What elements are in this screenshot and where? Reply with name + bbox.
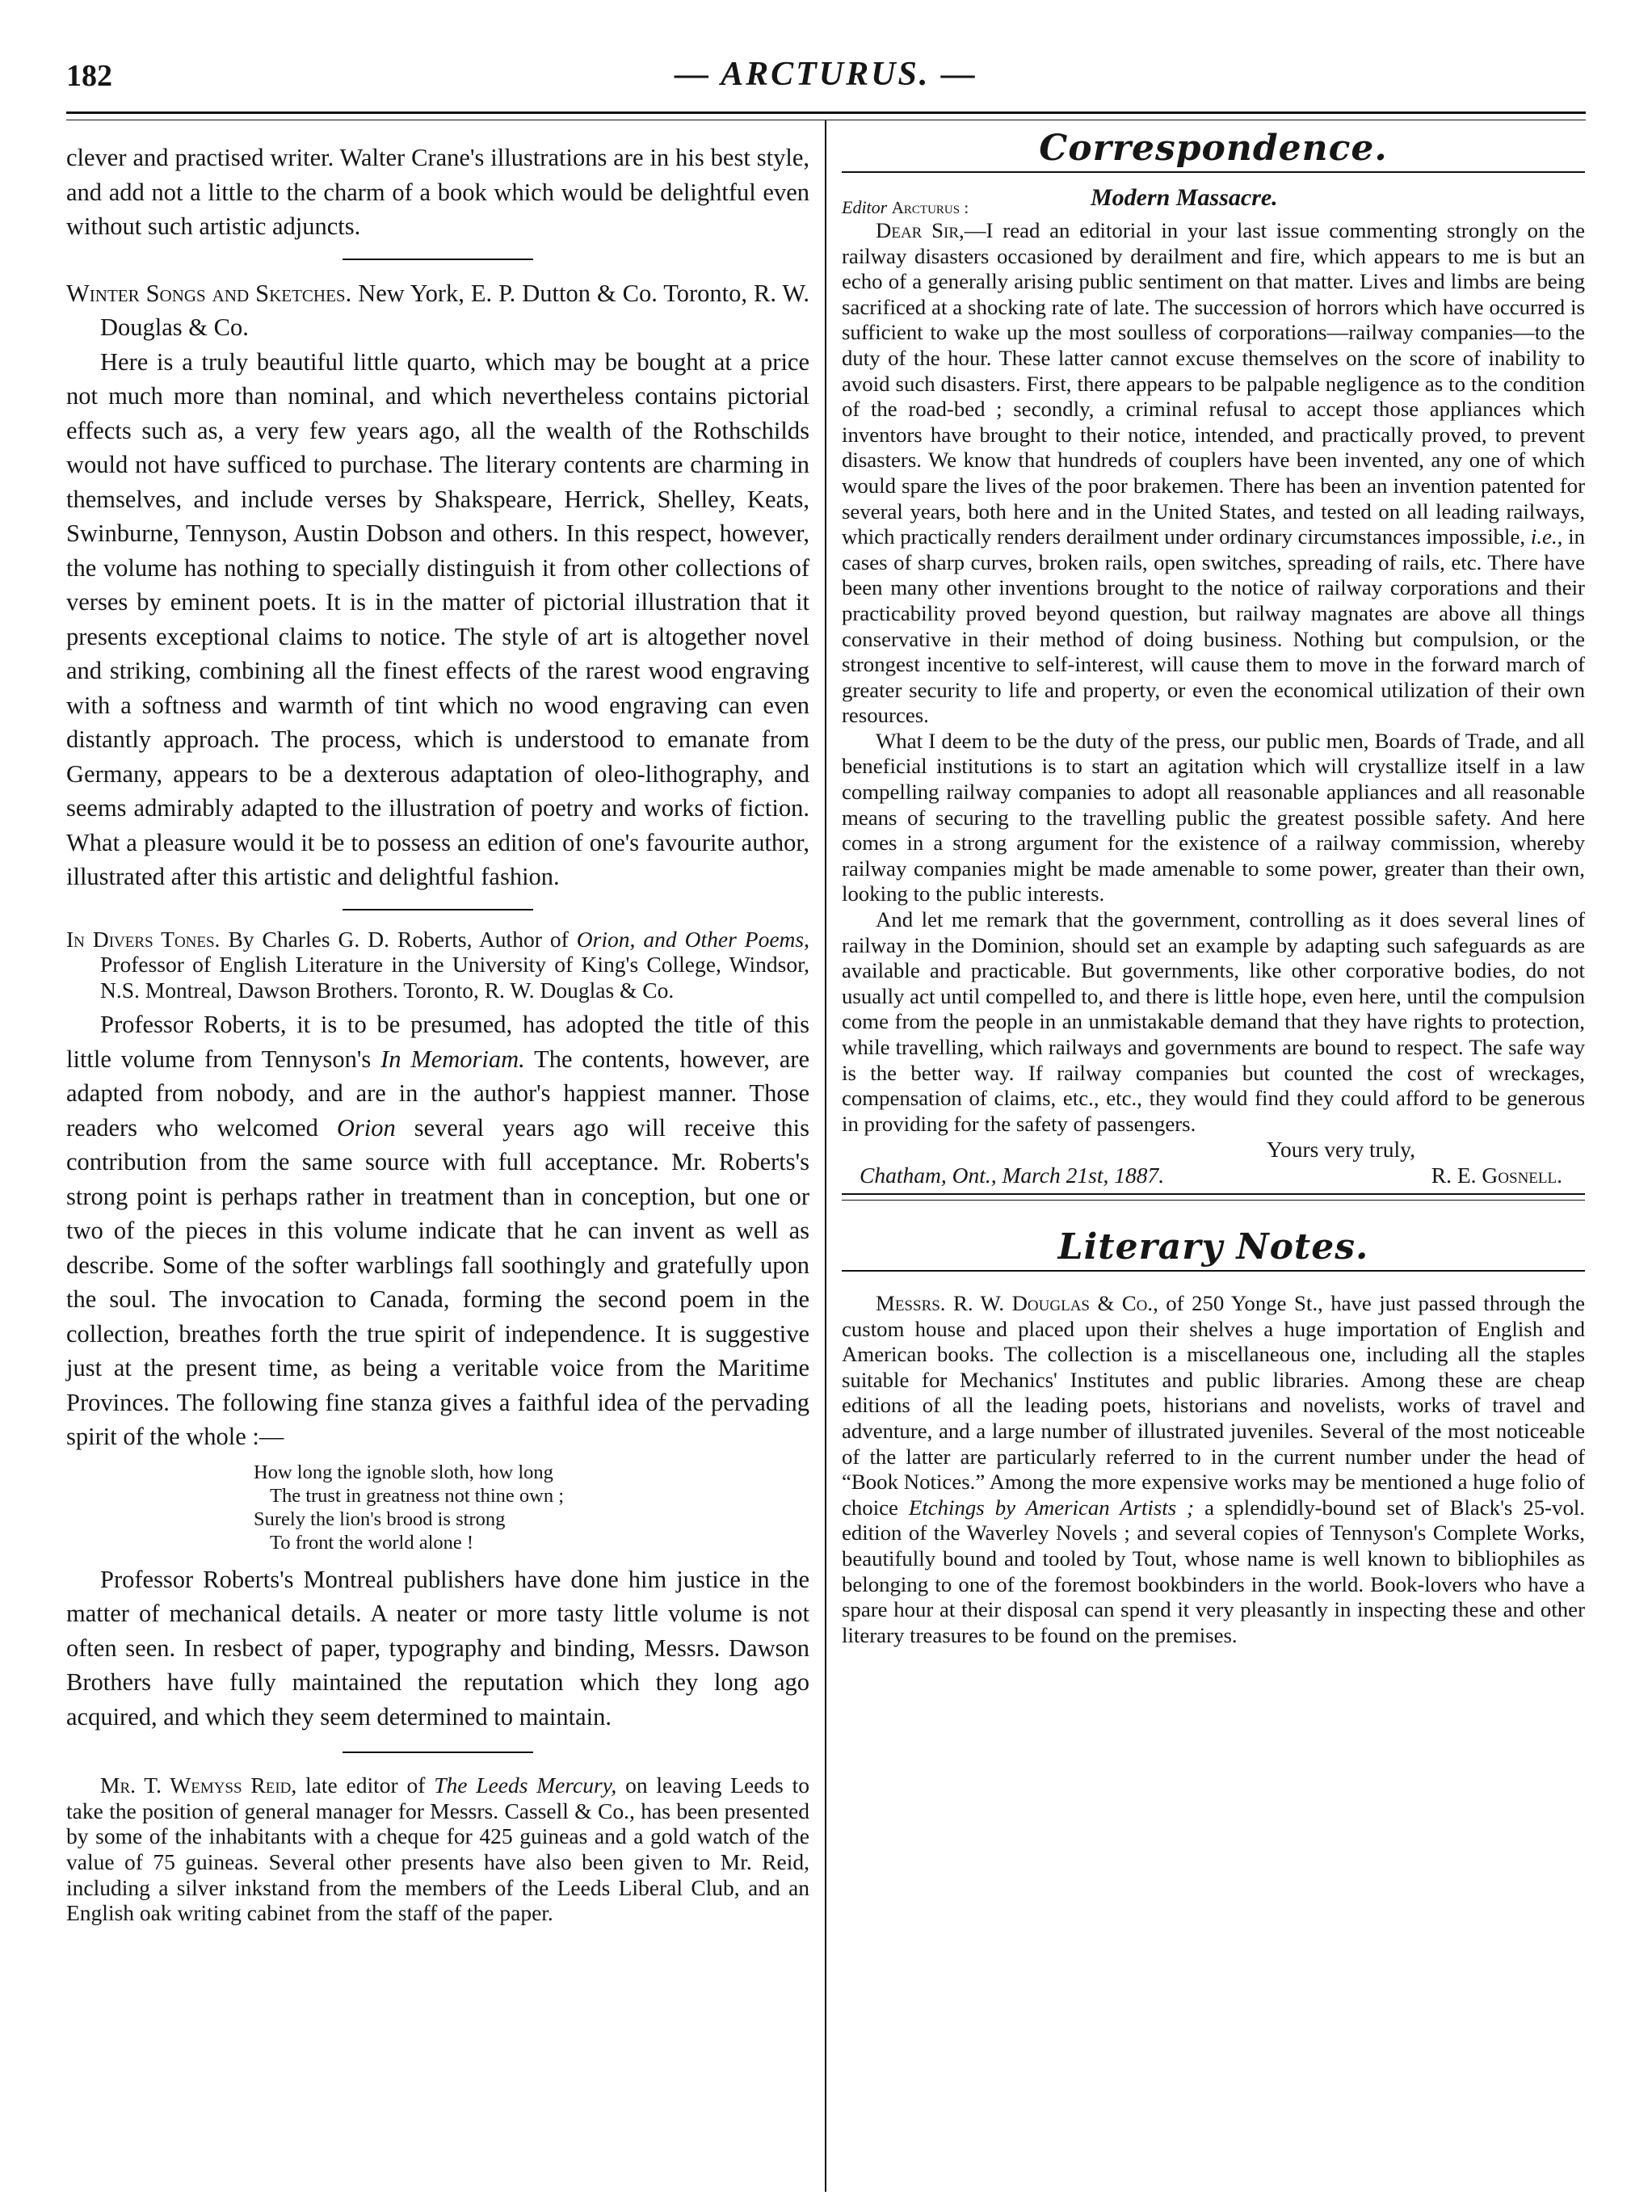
note-lead: Messrs. R. W. Douglas & Co., (876, 1290, 1158, 1315)
section-rule (343, 259, 533, 260)
editor-label (842, 197, 969, 218)
editor-label-name: Arcturus : (891, 198, 969, 217)
review-body (66, 1007, 809, 1454)
review-work-title: In Memoriam. (380, 1045, 525, 1073)
section-rule (343, 909, 533, 910)
note-work-title: Etchings by American Artists ; (908, 1495, 1195, 1520)
poem-line: To front the world alone ! (270, 1531, 474, 1554)
heading-rule (842, 1270, 1585, 1272)
place-date: Chatham, Ont., March 21st, 1887. (860, 1162, 1165, 1188)
poem-line: The trust in greatness not thine own ; (270, 1484, 565, 1507)
review-title: In Divers Tones. (66, 926, 221, 952)
poem-line: Surely the lion's brood is strong (254, 1508, 506, 1530)
literary-notes-heading: Literary Notes. (1057, 1226, 1369, 1268)
signature: R. E. Gosnell. (1431, 1162, 1562, 1188)
continued-paragraph: clever and practised writer. Walter Crane's illustrations are in his best style, and add not a little to the charm of a book which would be delightful even without such artistic adjuncts. (66, 144, 809, 240)
note-text: late editor of (296, 1773, 435, 1798)
review-citation (66, 927, 809, 1003)
page-header (66, 50, 1586, 107)
poem-stanza (254, 1461, 809, 1554)
note-text: on leaving Leeds to take the position of general manager for Messrs. Cassell & Co., has been presented by some of the inhabitants with a cheque for 425 guineas and a gold watch of the value of 75 guineas. Several other presents have also been given to Mr. Reid, including a silver inkstand from the members of the Leeds Liberal Club, and an English oak writing cabinet from the staff of the paper. (66, 1773, 810, 1926)
review-text: The contents, however, are adapted from nobody, and are in the author's happiest manner. Those readers who welcomed (66, 1045, 810, 1142)
left-column (66, 141, 809, 1926)
note-name: Mr. T. Wemyss Reid, (100, 1773, 297, 1798)
review-text: several years ago will receive this contribution from the same source with full acceptance. Mr. Roberts's strong point is perhaps rather in treatment than in conception, but one or two of the pieces in this volume indicate that he can invent as well as describe. Some of the softer warblings fall soothingly and gratefully upon the soul. The invocation to Canada, forming the second poem in the collection, breathes forth the true spirit of independence. It is suggestive just at the present time, as being a veritable voice from the Maritime Provinces. The following fine stanza gives a faithful idea of the pervading spirit of the whole :— (66, 1113, 809, 1451)
letter-text-italic: i.e., (1530, 524, 1563, 549)
note-text: a splendidly-bound set of Black's 25-vol. edition of the Waverley Novels ; and several copies of Tennyson's Complete Works, beautifully bound and tooled by Tout, whose name is well known to bibliophiles as belonging to one of the foremost bookbinders in the world. Book-lovers who have a spare hour at their disposal can spend it very pleasantly in inspecting these and other literary treasures to be found on the premises. (842, 1495, 1585, 1647)
editor-label-text: Editor (842, 197, 892, 217)
letter-closing: Yours very truly, (1266, 1137, 1415, 1163)
correspondence-heading: Correspondence. (1039, 128, 1388, 169)
section-rule (842, 1193, 1585, 1201)
review-byline: , Professor of English Literature in the University of King's College, Windsor, N.S. Montreal, Dawson Brothers. Toronto, R. W. Douglas & Co. (100, 926, 809, 1003)
column-divider (825, 120, 826, 2192)
section-rule (343, 1752, 533, 1753)
letter-paragraph: What I deem to be the duty of the press, our public men, Boards of Trade, and all beneficial institutions is to start an agitation which will crystallize itself in a law compelling railway companies to adopt all reasonable appliances and all reasonable means of securing to the travelling public the greatest possible safety. And here comes in a strong argument for the existence of a railway commission, whereby railway companies might be made amenable to some power, greater than their own, looking to the public interests. (842, 728, 1585, 906)
news-note (66, 1773, 809, 1926)
note-paper: The Leeds Mercury, (434, 1773, 617, 1798)
review-byline: By Charles G. D. Roberts, Author of (220, 926, 577, 952)
note-text: of 250 Yonge St., have just passed through the custom house and placed upon their shelves a huge importation of English and American books. The collection is a miscellaneous one, including all the staples suitable for Mechanics' Institutes and public libraries. Among these are cheap editions of all the leading poets, historians and novelists, works of travel and adventure, and a large number of illustrated juveniles. Several of the most noticeable of the latter are particularly referred to in the current number under the head of “Book Notices.” Among the more expensive works may be mentioned a huge folio of choice (842, 1290, 1585, 1520)
heading-rule (842, 171, 1585, 173)
review-closing: Professor Roberts's Montreal publishers have done him justice in the matter of mechanical details. A neater or more tasty little volume is not often seen. In resbect of paper, typography and binding, Messrs. Dawson Brothers have fully maintained the reputation which they long ago acquired, and which they seem determined to maintain. (66, 1565, 809, 1730)
letter-signature-line (842, 1163, 1585, 1190)
literary-note (842, 1291, 1585, 1648)
masthead-title: — ARCTURUS. — (675, 56, 977, 93)
page-number: 182 (66, 59, 112, 93)
poem-line: How long the ignoble sloth, how long (254, 1461, 553, 1483)
review-citation (66, 276, 809, 345)
review-title: Winter Songs and Sketches. (66, 279, 352, 307)
letter-paragraph: And let me remark that the government, controlling as it does several lines of railway in the Dominion, should set an example by adapting such safeguards as are available and practicable. But governments, like other corporative bodies, do not usually act until compelled to, and there is little hope, even here, until the compulsion come from the people in an unmistakable demand that they have rights to protection, while travelling, which railways and governments are bound to respect. The safe way is the better way. If railway companies but counted the cost of wreckages, compensation of claims, etc., etc., they would find they could afford to be generous in providing for the safety of passengers. (842, 907, 1585, 1136)
letter-text: in cases of sharp curves, broken rails, open switches, spreading of rails, etc. There have been many other inventions brought to the notice of railway corporations and their practicability proved beyond question, but railway magnates are above all things conservative in their method of doing business. Nothing but compulsion, or the strongest incentive to self-interest, will cause them to move in the forward march of greater security to life and property, or even the economical utilization of their own resources. (842, 524, 1585, 728)
review-publisher: New York, E. P. Dutton & Co. Toronto, R. W. Douglas & Co. (100, 279, 809, 341)
right-column (842, 126, 1585, 1648)
review-work-title: Orion, and Other Poems (576, 926, 805, 952)
letter-title: Modern Massacre. (1091, 184, 1278, 211)
letter-header (842, 184, 1585, 218)
salutation: Dear Sir, (876, 218, 965, 242)
review-text: Professor Roberts, it is to be presumed, has adopted the title of this little volume from Tennyson's (66, 1011, 809, 1073)
review-body: Here is a truly beautiful little quarto, which may be bought at a price not much more than nominal, and which nevertheless contains pictorial effects such as, a very few years ago, all the wealth of the Rothschilds would not have sufficed to purchase. The literary contents are charming in themselves, and include verses by Shakspeare, Herrick, Shelley, Keats, Swinburne, Tennyson, Austin Dobson and others. In this respect, however, the volume has nothing to specially distinguish it from other collections of verses by eminent poets. It is in the matter of pictorial illustration that it presents exceptional claims to notice. The style of art is altogether novel and striking, combining all the finest effects of the rarest wood engraving with a softness and warmth of tint which no wood engraving can even distantly approach. The process, which is understood to emanate from Germany, appears to be a dexterous adaptation of oleo-lithography, and seems admirably adapted to the illustration of poetry and works of fiction. What a pleasure would it be to possess an edition of one's favourite author, illustrated after this artistic and delightful fashion. (66, 347, 809, 890)
letter-text: —I read an editorial in your last issue commenting strongly on the railway disasters occasioned by derailment and fire, which appears to me is but an echo of a generally arising public sentiment on that matter. Lives and limbs are being sacrificed at a shocking rate of late. The succession of horrors which have occurred is sufficient to wake up the most soulless of corporations—railway companies—to the duty of the hour. These latter cannot excuse themselves on the score of inability to avoid such disasters. First, there appears to be palpable negligence as to the condition of the road-bed ; secondly, a criminal refusal to accept those appliances which inventors have brought to their notice, intended, and practically proved, to prevent disasters. We know that hundreds of couplers have been invented, any one of which would spare the lives of the poor brakemen. There has been an invention patented for several years, both here and in the United States, and tested on all leading railways, which practically renders derailment under ordinary circumstances impossible, (842, 218, 1585, 549)
review-work-title: Orion (336, 1113, 396, 1142)
letter-paragraph (842, 218, 1585, 729)
